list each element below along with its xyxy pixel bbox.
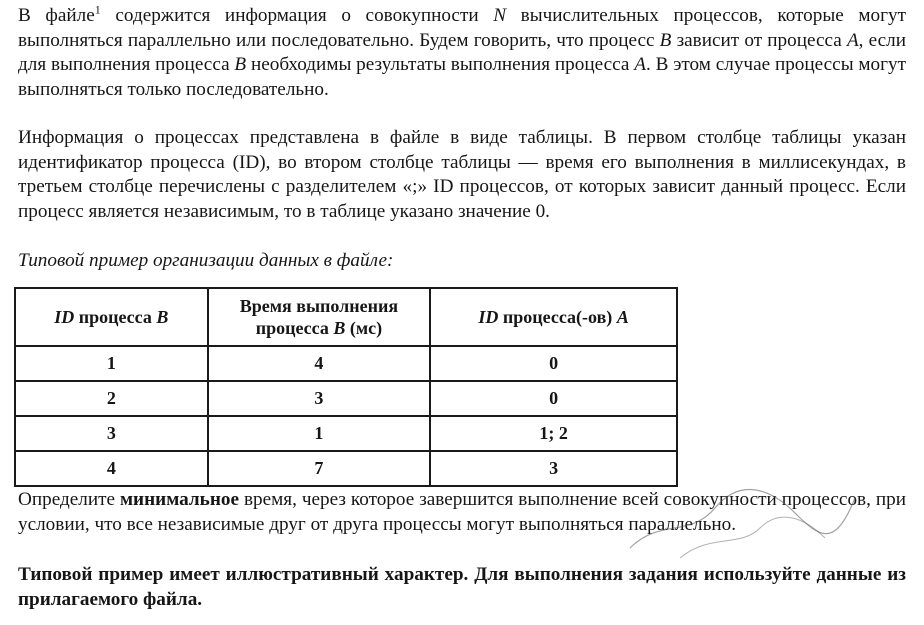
cell-deps: 1; 2 (430, 416, 677, 451)
intro-text: , если для выполнения процесса (18, 29, 906, 75)
emphasis-minimal: минимальное (119, 489, 239, 510)
var-a: A (634, 54, 646, 75)
question-paragraph (18, 488, 906, 537)
cell-id: 2 (15, 381, 208, 416)
intro-paragraph (18, 4, 906, 102)
intro-text: . В этом случае процессы могут выполняться только последовательно. (18, 54, 906, 100)
intro-text: вычислительных процессов, которые могут выполняться параллельно или последовательно. Будем говорить, что процесс (18, 5, 906, 51)
question-text: время, через которое завершится выполнение всей совокупности процессов, при условии, что все независимые друг от друга процессы могут выполняться параллельно. (18, 489, 906, 535)
table-row (15, 346, 677, 381)
example-table (14, 287, 678, 487)
note-paragraph: Типовой пример имеет иллюстративный характер. Для выполнения задания используйте данные из прилагаемого файла. (18, 564, 906, 610)
intro-text: В файле (18, 5, 95, 26)
header-id-a: ID процесса(-ов) A (430, 288, 677, 346)
header-id-b: ID процесса B (15, 288, 208, 346)
table-row (15, 416, 677, 451)
intro-text: зависит от процесса (671, 29, 847, 51)
table-row (15, 451, 677, 486)
cell-id: 1 (15, 346, 208, 381)
var-b: B (234, 54, 247, 75)
cell-time: 4 (208, 346, 431, 381)
cell-id: 3 (15, 416, 208, 451)
intro-text: необходимы результаты выполнения процесса (246, 54, 635, 75)
example-caption: Типовой пример организации данных в файле: (18, 250, 394, 271)
cell-time: 1 (208, 416, 431, 451)
cell-deps: 3 (430, 451, 677, 486)
format-paragraph: Информация о процессах представлена в файле в виде таблицы. В первом столбце таблицы указан идентификатор процесса (ID), во втором столбце таблицы — время его выполнения в миллисекундах, в третьем столбце перечислены с разделителем «;» ID процессов, от которых зависит данный процесс. Если процесс является независимым, то в таблице указано значение 0. (18, 127, 906, 222)
question-text: Определите (18, 489, 120, 510)
cell-time: 3 (208, 381, 431, 416)
var-n: N (493, 5, 507, 26)
header-time: Время выполнения процесса B (мс) (208, 288, 431, 346)
table-row (15, 381, 677, 416)
cell-time: 7 (208, 451, 431, 486)
cell-deps: 0 (430, 381, 677, 416)
table-header-row (15, 288, 677, 346)
footnote-mark: 1 (94, 2, 101, 17)
intro-text: содержится информация о совокупности (100, 5, 494, 26)
cell-id: 4 (15, 451, 208, 486)
var-b: B (659, 29, 672, 51)
var-a: A (846, 29, 859, 51)
cell-deps: 0 (430, 346, 677, 381)
